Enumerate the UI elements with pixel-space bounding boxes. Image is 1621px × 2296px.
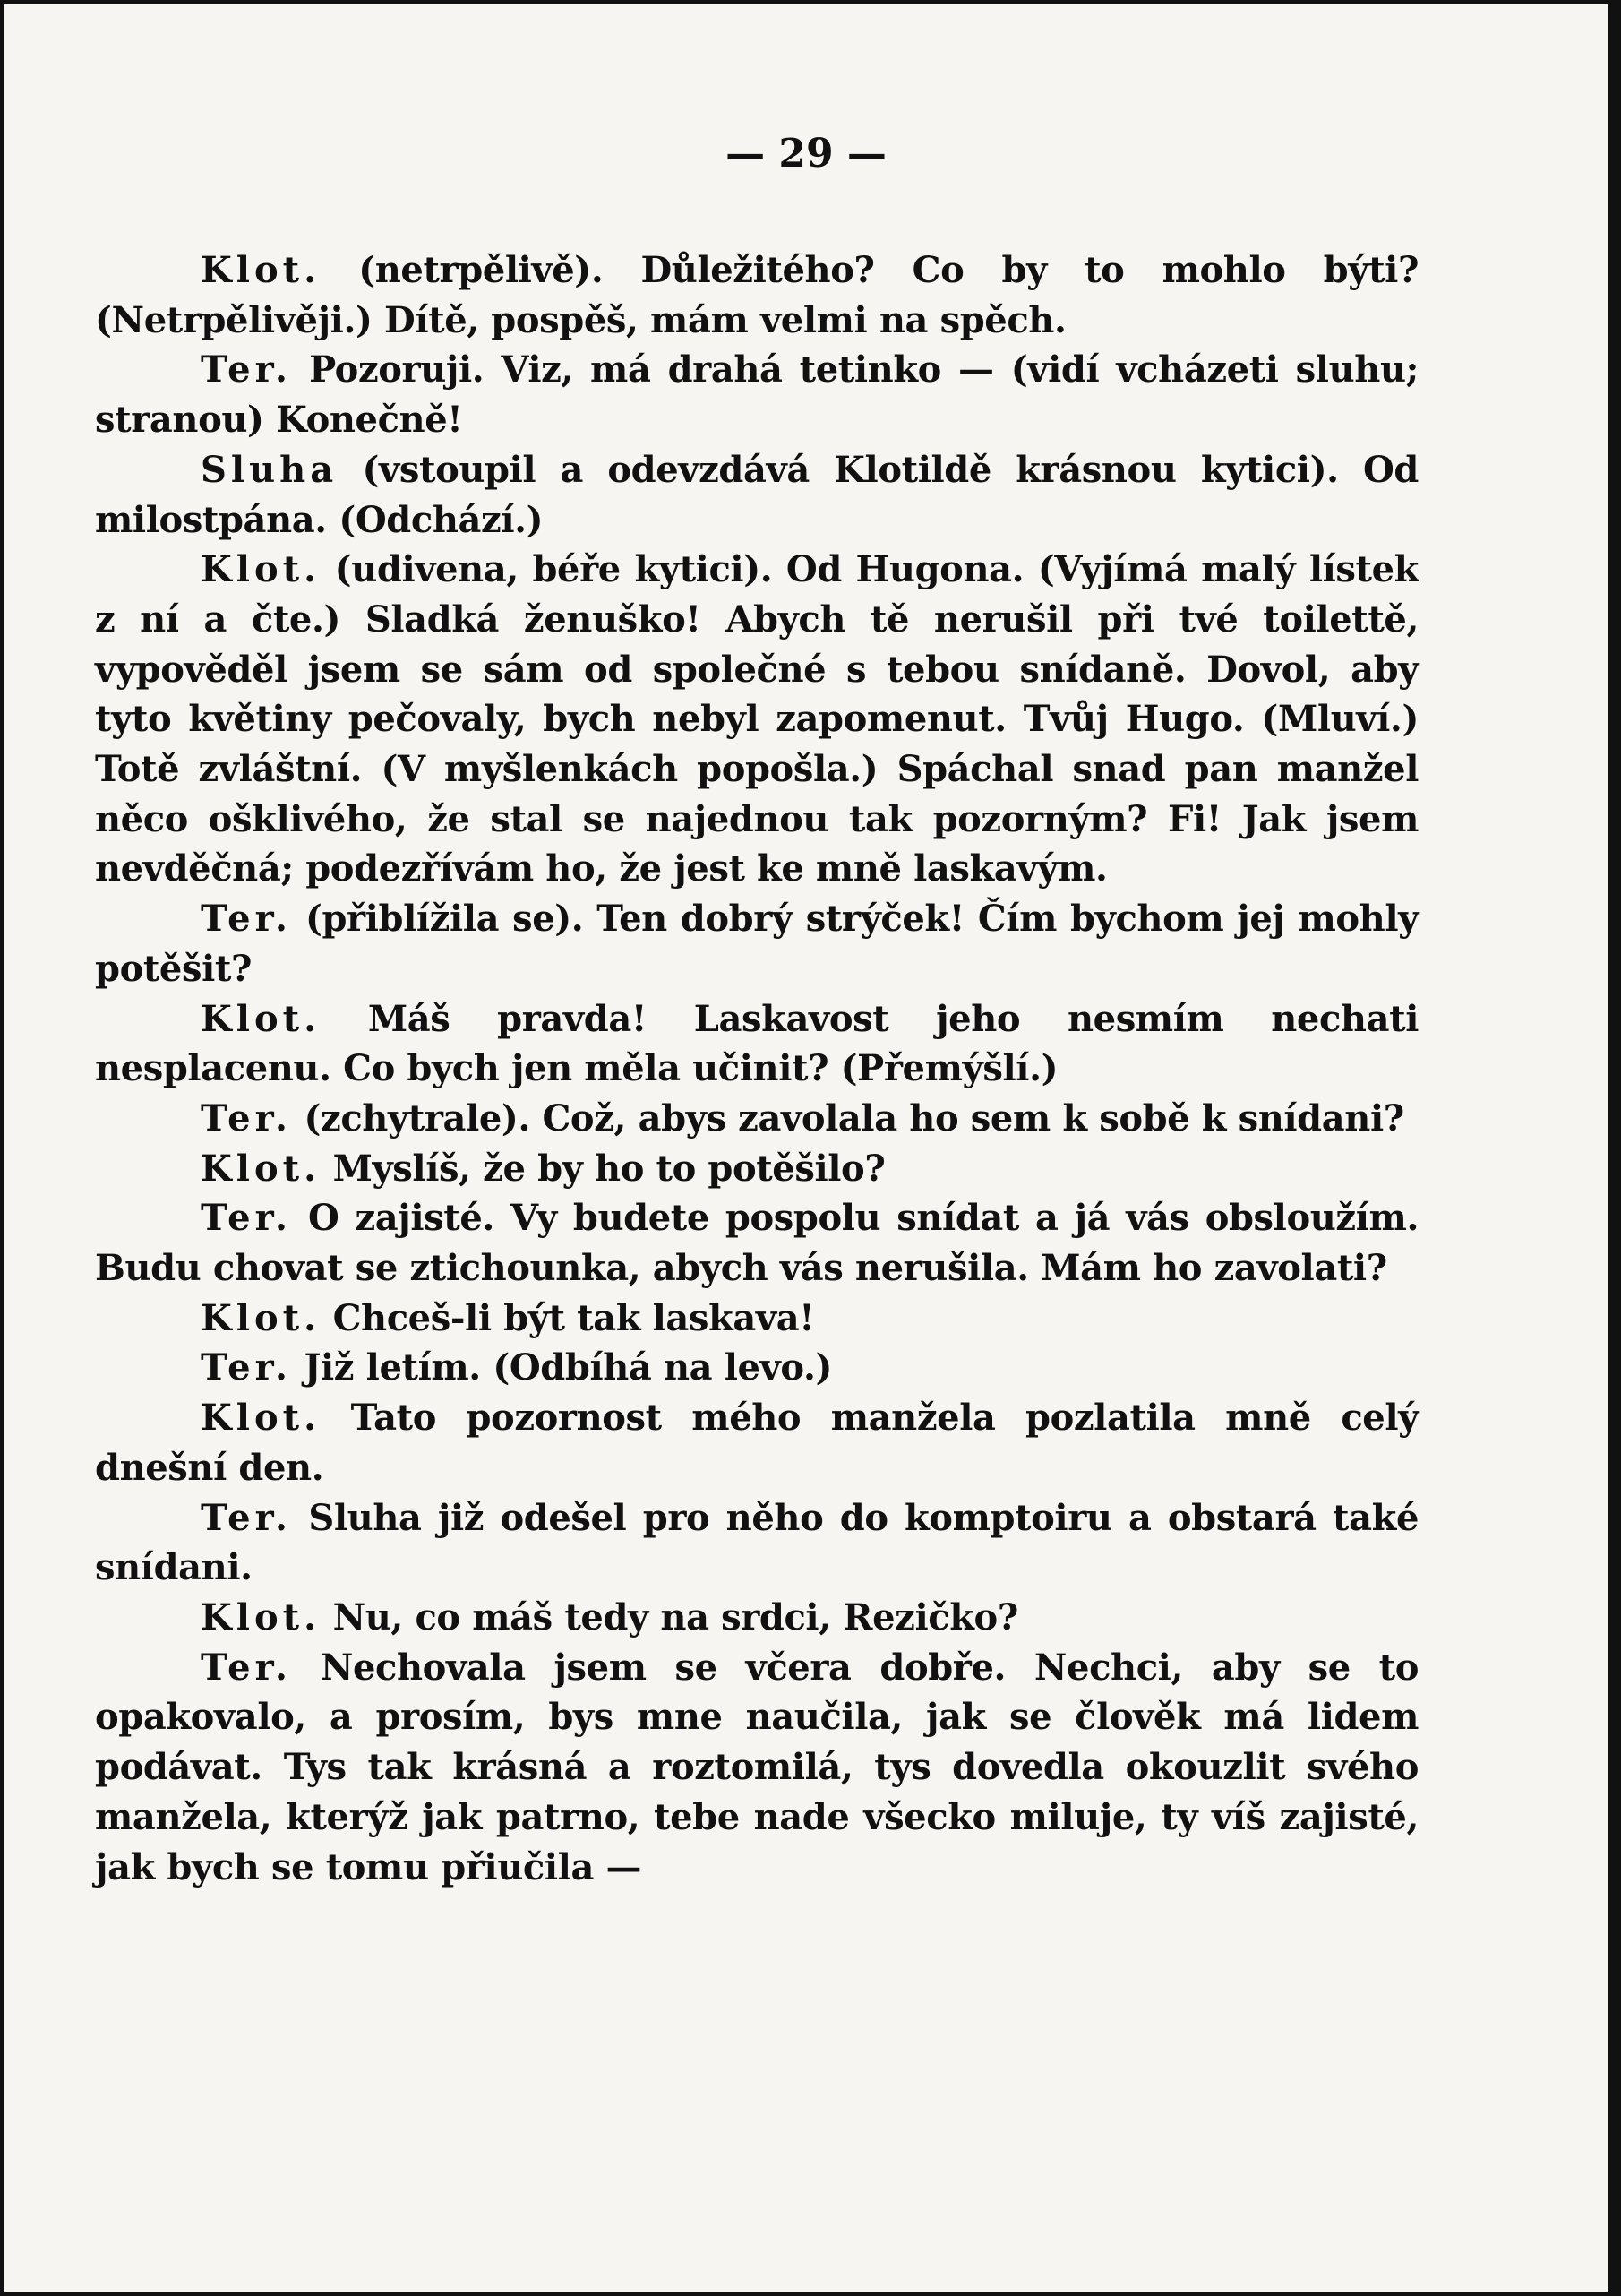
speaker-name: Ter.: [201, 1096, 292, 1139]
dialogue-paragraph: [95, 545, 1419, 894]
speaker-name: Klot.: [201, 1397, 322, 1440]
speaker-name: Klot.: [201, 548, 322, 591]
page-number: — 29 —: [725, 131, 887, 176]
dialogue-paragraph: [95, 1193, 1419, 1293]
speaker-name: Sluha: [201, 448, 339, 491]
speaker-name: Ter.: [201, 1646, 292, 1689]
dialogue-paragraph: [95, 1094, 1419, 1144]
speaker-name: Ter.: [201, 898, 292, 941]
dialogue-paragraph: [95, 345, 1419, 444]
dialogue-paragraph: [95, 1393, 1419, 1492]
dialogue-text: Tato pozornost mého manžela pozlatila mně celý dnešní den.: [95, 1397, 1419, 1489]
dialogue-text: (přiblížila se). Ten dobrý strýček! Čím bychom jej mohly potěšit?: [95, 898, 1419, 990]
speaker-name: Klot.: [201, 1296, 322, 1339]
speaker-name: Klot.: [201, 1147, 322, 1190]
speaker-name: Ter.: [201, 1197, 292, 1240]
play-text: [95, 245, 1419, 1892]
dialogue-paragraph: [95, 1294, 1419, 1344]
dialogue-paragraph: [95, 245, 1419, 345]
dialogue-paragraph: [95, 445, 1419, 545]
speaker-name: Klot.: [201, 1595, 322, 1638]
dialogue-text: Nu, co máš tedy na srdci, Rezičko?: [332, 1595, 1018, 1638]
speaker-name: Ter.: [201, 348, 292, 391]
dialogue-paragraph: [95, 1493, 1419, 1593]
dialogue-text: Nechovala jsem se včera dobře. Nechci, aby se to opakovalo, a prosím, bys mne naučila, jak se člověk má lidem podávat. Tys tak krásná a roztomilá, tys dovedla okouzlit svého manžela, kterýž jak patrno, tebe nade všecko miluje, ty víš zajisté, jak bych se tomu přiučila —: [95, 1646, 1419, 1888]
speaker-name: Ter.: [201, 1346, 292, 1389]
dialogue-paragraph: [95, 1343, 1419, 1393]
dialogue-paragraph: [95, 994, 1419, 1094]
dialogue-paragraph: [95, 1643, 1419, 1893]
dialogue-text: O zajisté. Vy budete pospolu snídat a já vás obsloužím. Budu chovat se ztichounka, abych vás nerušila. Mám ho zavolati?: [95, 1197, 1419, 1290]
dialogue-text: (vstoupil a odevzdává Klotildě krásnou kytici). Od milostpána. (Odchází.): [95, 448, 1419, 541]
dialogue-paragraph: [95, 1593, 1419, 1643]
dialogue-text: (netrpělivě). Důležitého? Co by to mohlo býti? (Netrpělivěji.) Dítě, pospěš, mám velmi na spěch.: [95, 249, 1419, 341]
dialogue-paragraph: [95, 894, 1419, 993]
dialogue-text: Již letím. (Odbíhá na levo.): [304, 1346, 833, 1389]
speaker-name: Klot.: [201, 249, 322, 291]
dialogue-text: Chceš-li být tak laskava!: [332, 1296, 815, 1339]
dialogue-text: (zchytrale). Což, abys zavolala ho sem k sobě k snídani?: [304, 1096, 1404, 1139]
dialogue-text: Máš pravda! Laskavost jeho nesmím nechati nesplacenu. Co bych jen měla učinit? (Přemýšlí.): [95, 997, 1419, 1090]
dialogue-text: Myslíš, že by ho to potěšilo?: [332, 1147, 886, 1190]
dialogue-text: Sluha již odešel pro něho do komptoiru a obstará také snídani.: [95, 1496, 1419, 1589]
dialogue-paragraph: [95, 1144, 1419, 1194]
dialogue-text: (udivena, béře kytici). Od Hugona. (Vyjímá malý lístek z ní a čte.) Sladká ženuško! Abych tě nerušil při tvé toilettě, vypověděl jsem se sám od společné s tebou snídaně. Dovol, aby tyto květiny pečovaly, bych nebyl zapomenut. Tvůj Hugo. (Mluví.) Totě zvláštní. (V myšlenkách popošla.) Spáchal snad pan manžel něco ošklivého, že stal se najednou tak pozorným? Fi! Jak jsem nevděčná; podezřívám ho, že jest ke mně laskavým.: [95, 548, 1419, 890]
dialogue-text: Pozoruji. Viz, má drahá tetinko — (vidí vcházeti sluhu; stranou) Konečně!: [95, 348, 1419, 442]
speaker-name: Ter.: [201, 1496, 292, 1539]
speaker-name: Klot.: [201, 997, 322, 1040]
